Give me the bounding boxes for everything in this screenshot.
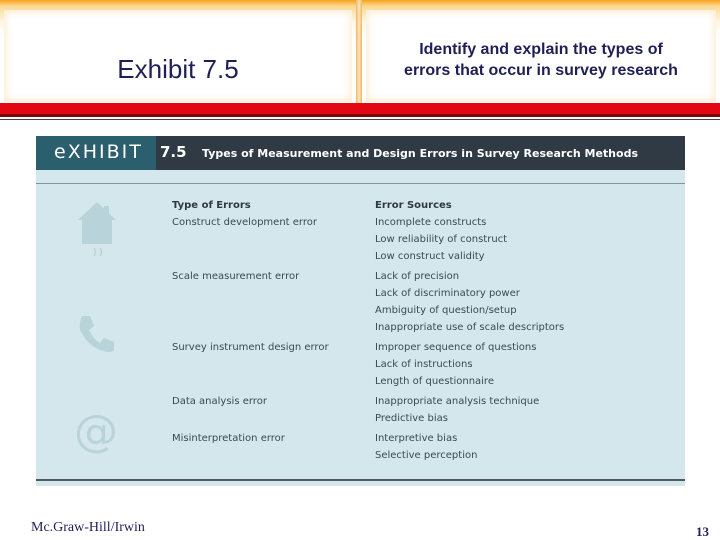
exhibit-number: 7.5 bbox=[160, 143, 187, 161]
header-thin-rule bbox=[0, 119, 720, 120]
error-source-cell: Lack of discriminatory power bbox=[375, 288, 520, 299]
panel-bottom-rule bbox=[36, 479, 685, 481]
column-header-type: Type of Errors bbox=[172, 200, 251, 211]
error-type-cell: Data analysis error bbox=[172, 396, 267, 407]
error-source-cell: Ambiguity of question/setup bbox=[375, 305, 517, 316]
error-source-cell: Low construct validity bbox=[375, 251, 485, 262]
header-separator bbox=[356, 0, 362, 104]
error-source-cell: Interpretive bias bbox=[375, 433, 458, 444]
error-type-cell: Scale measurement error bbox=[172, 271, 300, 282]
slide-subtitle bbox=[366, 39, 716, 81]
footer-publisher: Mc.Graw-Hill/Irwin bbox=[31, 520, 145, 535]
svg-text:@: @ bbox=[74, 406, 118, 456]
error-source-cell: Lack of instructions bbox=[375, 359, 473, 370]
error-type-cell: Survey instrument design error bbox=[172, 342, 329, 353]
exhibit-header-bar bbox=[36, 136, 685, 170]
error-type-cell: Construct development error bbox=[172, 217, 317, 228]
slide-title: Exhibit 7.5 bbox=[117, 54, 239, 84]
exhibit-caption: Types of Measurement and Design Errors in Survey Research Methods bbox=[202, 147, 638, 160]
error-type-cell: Misinterpretation error bbox=[172, 433, 285, 444]
slide-subtitle-line1: Identify and explain the types of bbox=[419, 41, 663, 58]
exhibit-panel bbox=[36, 136, 685, 486]
phone-icon bbox=[76, 312, 118, 354]
error-source-cell: Improper sequence of questions bbox=[375, 342, 537, 353]
error-source-cell: Length of questionnaire bbox=[375, 376, 494, 387]
error-source-cell: Inappropriate analysis technique bbox=[375, 396, 540, 407]
exhibit-label-box bbox=[36, 136, 156, 170]
panel-top-rule bbox=[36, 183, 685, 184]
at-sign-icon bbox=[71, 406, 121, 456]
error-source-cell: Lack of precision bbox=[375, 271, 460, 282]
slide-subtitle-line2: errors that occur in survey research bbox=[404, 62, 678, 79]
error-source-cell: Predictive bias bbox=[375, 413, 448, 424]
column-header-sources: Error Sources bbox=[375, 200, 452, 211]
error-source-cell: Selective perception bbox=[375, 450, 478, 461]
error-source-cell: Inappropriate use of scale descriptors bbox=[375, 322, 565, 333]
page-number: 13 bbox=[696, 524, 709, 539]
house-icon bbox=[76, 200, 118, 258]
error-source-cell: Incomplete constructs bbox=[375, 217, 487, 228]
error-source-cell: Low reliability of construct bbox=[375, 234, 508, 245]
exhibit-word: eXHIBIT bbox=[54, 141, 143, 163]
header-red-rule bbox=[0, 103, 720, 117]
